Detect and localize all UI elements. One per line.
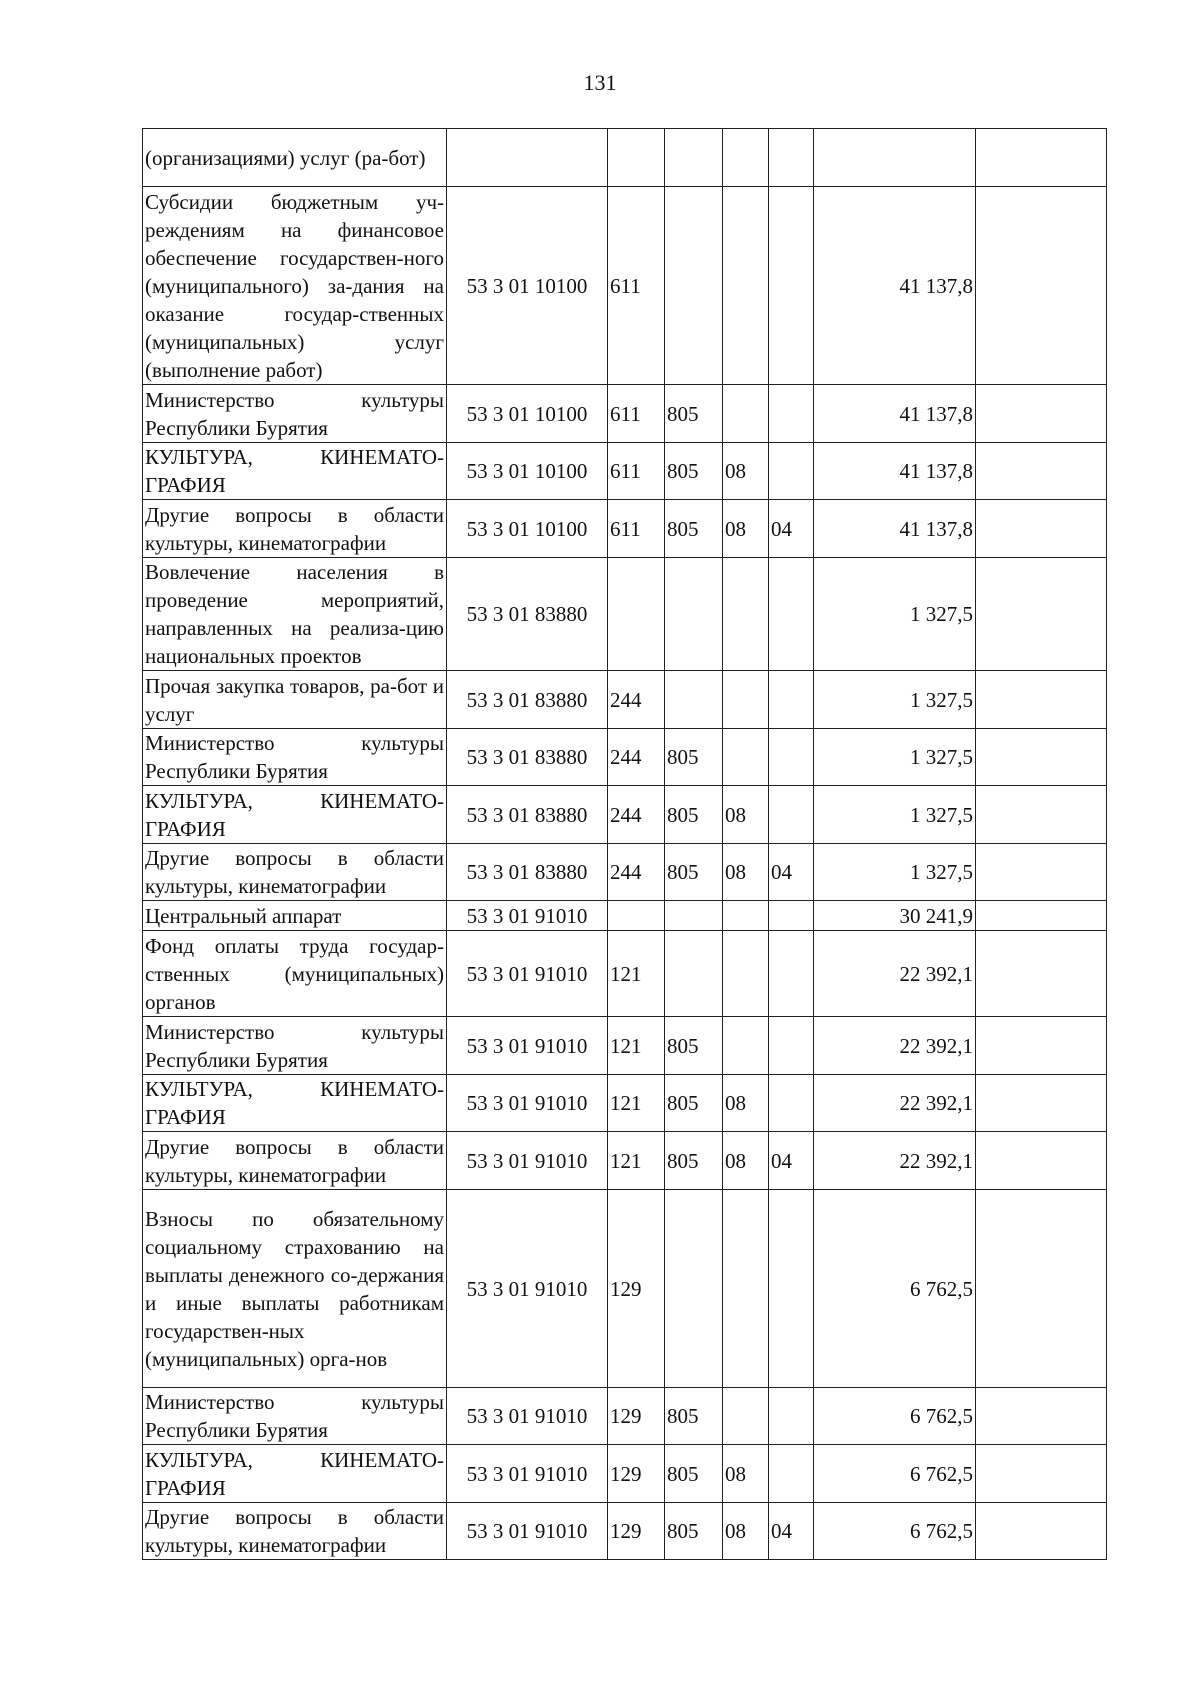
cell-extra (976, 500, 1107, 558)
cell-amount: 41 137,8 (814, 187, 976, 385)
cell-section: 08 (723, 1445, 769, 1503)
cell-subsection (769, 1388, 814, 1445)
cell-name (143, 558, 447, 671)
row-name-text: КУЛЬТУРА, КИНЕМАТО-ГРАФИЯ (145, 788, 444, 841)
row-name-text: (организациями) услуг (ра-бот) (145, 145, 426, 170)
budget-table (142, 128, 1107, 1560)
cell-extra (976, 1017, 1107, 1075)
cell-expense-type (608, 901, 665, 931)
cell-name (143, 729, 447, 786)
cell-name (143, 931, 447, 1017)
cell-section (723, 558, 769, 671)
cell-extra (976, 558, 1107, 671)
cell-subsection (769, 931, 814, 1017)
cell-extra (976, 385, 1107, 443)
cell-section: 08 (723, 500, 769, 558)
cell-name (143, 786, 447, 844)
cell-subsection (769, 558, 814, 671)
cell-section (723, 671, 769, 729)
cell-department (665, 187, 723, 385)
cell-name (143, 844, 447, 901)
cell-subsection: 04 (769, 1503, 814, 1560)
cell-amount: 22 392,1 (814, 931, 976, 1017)
cell-expense-type: 611 (608, 443, 665, 500)
row-name-text: Прочая закупка товаров, ра-бот и услуг (145, 673, 444, 726)
cell-extra (976, 1132, 1107, 1190)
cell-amount: 1 327,5 (814, 671, 976, 729)
table-row (143, 1190, 1107, 1388)
cell-target-code (447, 129, 608, 187)
cell-amount: 22 392,1 (814, 1075, 976, 1132)
table-row (143, 844, 1107, 901)
table-row (143, 187, 1107, 385)
cell-section (723, 129, 769, 187)
cell-name (143, 129, 447, 187)
table-row (143, 786, 1107, 844)
cell-target-code: 53 3 01 91010 (447, 1445, 608, 1503)
cell-extra (976, 931, 1107, 1017)
cell-amount: 22 392,1 (814, 1017, 976, 1075)
cell-target-code: 53 3 01 91010 (447, 901, 608, 931)
cell-amount: 30 241,9 (814, 901, 976, 931)
cell-extra (976, 729, 1107, 786)
cell-extra (976, 786, 1107, 844)
cell-department: 805 (665, 1017, 723, 1075)
cell-name (143, 1132, 447, 1190)
cell-extra (976, 1503, 1107, 1560)
row-name-text: Центральный аппарат (145, 903, 342, 928)
table-row (143, 1075, 1107, 1132)
cell-department: 805 (665, 1075, 723, 1132)
table-row (143, 500, 1107, 558)
cell-name (143, 385, 447, 443)
row-name-text: КУЛЬТУРА, КИНЕМАТО-ГРАФИЯ (145, 1447, 444, 1500)
cell-name (143, 1445, 447, 1503)
cell-section (723, 1190, 769, 1388)
cell-section (723, 1017, 769, 1075)
cell-name (143, 671, 447, 729)
cell-section: 08 (723, 786, 769, 844)
cell-extra (976, 844, 1107, 901)
cell-target-code: 53 3 01 91010 (447, 1388, 608, 1445)
cell-department: 805 (665, 729, 723, 786)
cell-expense-type: 244 (608, 729, 665, 786)
cell-amount: 1 327,5 (814, 729, 976, 786)
row-name-text: Взносы по обязательному социальному страхованию на выплаты денежного со-держания и иные выплаты работникам государствен-ных (муниципальных) орга-нов (145, 1206, 444, 1371)
cell-subsection: 04 (769, 1132, 814, 1190)
cell-department: 805 (665, 1503, 723, 1560)
cell-extra (976, 901, 1107, 931)
cell-subsection (769, 1190, 814, 1388)
cell-target-code: 53 3 01 91010 (447, 1190, 608, 1388)
row-name-text: Министерство культуры Республики Бурятия (145, 1019, 444, 1072)
cell-department (665, 901, 723, 931)
cell-section: 08 (723, 1503, 769, 1560)
table-row (143, 931, 1107, 1017)
cell-section: 08 (723, 844, 769, 901)
cell-section: 08 (723, 443, 769, 500)
cell-subsection (769, 901, 814, 931)
cell-subsection (769, 1017, 814, 1075)
page-number: 131 (583, 70, 617, 95)
cell-expense-type: 611 (608, 385, 665, 443)
cell-amount: 6 762,5 (814, 1190, 976, 1388)
cell-expense-type: 121 (608, 931, 665, 1017)
cell-name (143, 1017, 447, 1075)
table-row (143, 385, 1107, 443)
cell-subsection (769, 729, 814, 786)
cell-section (723, 729, 769, 786)
cell-name (143, 1503, 447, 1560)
table-row (143, 129, 1107, 187)
cell-section: 08 (723, 1075, 769, 1132)
cell-target-code: 53 3 01 10100 (447, 443, 608, 500)
cell-subsection (769, 129, 814, 187)
cell-department: 805 (665, 1445, 723, 1503)
cell-target-code: 53 3 01 91010 (447, 1503, 608, 1560)
cell-amount: 1 327,5 (814, 786, 976, 844)
cell-department: 805 (665, 844, 723, 901)
row-name-text: КУЛЬТУРА, КИНЕМАТО-ГРАФИЯ (145, 1077, 444, 1129)
cell-department: 805 (665, 1132, 723, 1190)
cell-expense-type: 129 (608, 1445, 665, 1503)
cell-target-code: 53 3 01 83880 (447, 558, 608, 671)
cell-target-code: 53 3 01 91010 (447, 1075, 608, 1132)
cell-extra (976, 187, 1107, 385)
cell-expense-type: 121 (608, 1132, 665, 1190)
cell-name (143, 187, 447, 385)
cell-section: 08 (723, 1132, 769, 1190)
cell-department (665, 558, 723, 671)
cell-section (723, 1388, 769, 1445)
cell-amount: 1 327,5 (814, 844, 976, 901)
cell-expense-type: 611 (608, 500, 665, 558)
cell-expense-type: 244 (608, 671, 665, 729)
cell-extra (976, 129, 1107, 187)
cell-department (665, 931, 723, 1017)
cell-department: 805 (665, 1388, 723, 1445)
row-name-text: Министерство культуры Республики Бурятия (145, 1390, 444, 1442)
cell-target-code: 53 3 01 91010 (447, 1017, 608, 1075)
cell-name (143, 901, 447, 931)
cell-section (723, 931, 769, 1017)
row-name-text: Другие вопросы в области культуры, кинематографии (145, 1505, 444, 1557)
cell-amount: 1 327,5 (814, 558, 976, 671)
cell-subsection (769, 786, 814, 844)
cell-expense-type: 129 (608, 1388, 665, 1445)
cell-target-code: 53 3 01 10100 (447, 385, 608, 443)
cell-department: 805 (665, 786, 723, 844)
table-row (143, 1503, 1107, 1560)
cell-amount: 41 137,8 (814, 443, 976, 500)
table-row (143, 558, 1107, 671)
cell-subsection (769, 1075, 814, 1132)
cell-subsection (769, 443, 814, 500)
table-row (143, 1445, 1107, 1503)
table-row (143, 1132, 1107, 1190)
row-name-text: Вовлечение населения в проведение мероприятий, направленных на реализа-цию национальных проектов (145, 560, 444, 668)
cell-department (665, 671, 723, 729)
table-row (143, 901, 1107, 931)
cell-name (143, 1388, 447, 1445)
table-row (143, 443, 1107, 500)
cell-subsection (769, 187, 814, 385)
cell-department (665, 129, 723, 187)
cell-target-code: 53 3 01 83880 (447, 671, 608, 729)
row-name-text: КУЛЬТУРА, КИНЕМАТО-ГРАФИЯ (145, 445, 444, 497)
cell-amount: 6 762,5 (814, 1503, 976, 1560)
cell-expense-type: 129 (608, 1503, 665, 1560)
cell-expense-type: 121 (608, 1017, 665, 1075)
table-row (143, 729, 1107, 786)
cell-section (723, 187, 769, 385)
row-name-text: Фонд оплаты труда государ-ственных (муниципальных) органов (145, 933, 444, 1014)
cell-target-code: 53 3 01 83880 (447, 729, 608, 786)
cell-name (143, 1190, 447, 1388)
cell-extra (976, 671, 1107, 729)
cell-department (665, 1190, 723, 1388)
cell-subsection (769, 385, 814, 443)
cell-target-code: 53 3 01 83880 (447, 786, 608, 844)
cell-name (143, 443, 447, 500)
cell-target-code: 53 3 01 10100 (447, 500, 608, 558)
cell-name (143, 1075, 447, 1132)
table-row (143, 1017, 1107, 1075)
cell-section (723, 901, 769, 931)
cell-extra (976, 1190, 1107, 1388)
cell-amount: 41 137,8 (814, 500, 976, 558)
cell-department: 805 (665, 500, 723, 558)
cell-expense-type: 611 (608, 187, 665, 385)
table-body (143, 129, 1107, 1560)
cell-extra (976, 1388, 1107, 1445)
cell-subsection: 04 (769, 500, 814, 558)
cell-expense-type: 244 (608, 786, 665, 844)
cell-name (143, 500, 447, 558)
table-row (143, 1388, 1107, 1445)
cell-target-code: 53 3 01 91010 (447, 1132, 608, 1190)
cell-amount: 6 762,5 (814, 1445, 976, 1503)
cell-expense-type: 129 (608, 1190, 665, 1388)
cell-target-code: 53 3 01 10100 (447, 187, 608, 385)
table-row (143, 671, 1107, 729)
cell-department: 805 (665, 385, 723, 443)
cell-target-code: 53 3 01 91010 (447, 931, 608, 1017)
cell-extra (976, 1445, 1107, 1503)
cell-extra (976, 1075, 1107, 1132)
cell-expense-type (608, 129, 665, 187)
cell-department: 805 (665, 443, 723, 500)
row-name-text: Другие вопросы в области культуры, кинематографии (145, 502, 444, 555)
cell-amount: 6 762,5 (814, 1388, 976, 1445)
row-name-text: Субсидии бюджетным уч-реждениям на финансовое обеспечение государствен-ного (муниципального) за-дания на оказание государ-ственных (муниципальных) услуг (выполнение работ) (145, 189, 444, 382)
cell-amount: 22 392,1 (814, 1132, 976, 1190)
cell-subsection: 04 (769, 844, 814, 901)
cell-subsection (769, 671, 814, 729)
cell-section (723, 385, 769, 443)
cell-expense-type: 244 (608, 844, 665, 901)
row-name-text: Министерство культуры Республики Бурятия (145, 387, 444, 440)
cell-amount (814, 129, 976, 187)
cell-expense-type (608, 558, 665, 671)
row-name-text: Другие вопросы в области культуры, кинематографии (145, 1134, 444, 1187)
cell-expense-type: 121 (608, 1075, 665, 1132)
cell-subsection (769, 1445, 814, 1503)
cell-target-code: 53 3 01 83880 (447, 844, 608, 901)
cell-amount: 41 137,8 (814, 385, 976, 443)
row-name-text: Министерство культуры Республики Бурятия (145, 731, 444, 783)
cell-extra (976, 443, 1107, 500)
row-name-text: Другие вопросы в области культуры, кинематографии (145, 846, 444, 898)
